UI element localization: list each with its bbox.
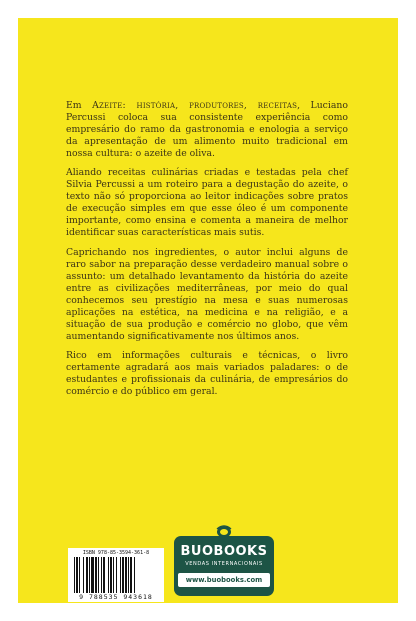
- barcode-bar: [116, 557, 117, 593]
- barcode-bar: [108, 557, 109, 593]
- blurb-p1-intro: Em: [66, 100, 93, 111]
- barcode-bar: [103, 557, 105, 593]
- barcode-bar: [83, 557, 84, 593]
- brand-url: www.buobooks.com: [178, 573, 270, 587]
- logo-badge: [174, 536, 274, 596]
- barcode-bar: [130, 557, 132, 593]
- book-back-cover: [18, 18, 398, 603]
- barcode-bar: [91, 557, 94, 593]
- isbn-digits: 9 788535 943618: [79, 593, 153, 601]
- blurb-text: [66, 100, 348, 405]
- brand-subtitle: VENDAS INTERNACIONAIS: [185, 561, 263, 567]
- barcode-bar: [128, 557, 129, 593]
- barcode-bar: [125, 557, 127, 593]
- barcode-bar: [134, 557, 135, 593]
- barcode-bars: [74, 557, 158, 593]
- barcode-bar: [98, 557, 99, 593]
- blurb-paragraph-1: [66, 100, 348, 160]
- book-title: Azeite: história, produtores, receitas: [92, 100, 298, 111]
- barcode-bar: [122, 557, 124, 593]
- buobooks-logo: [174, 524, 274, 603]
- blurb-paragraph-4: Rico em informações culturais e técnicas, o livro certamente agradará aos mais variados paladares: o de estudantes e profissionais da culinária, de empresários do comércio e do público em geral.: [66, 349, 348, 398]
- barcode-bar: [86, 557, 88, 593]
- barcode-bar: [79, 557, 80, 593]
- blurb-paragraph-2: Aliando receitas culinárias criadas e testadas pela chef Silvia Percussi a um roteiro para a degustação do azeite, o texto não só proporciona ao leitor indicações sobre pratos de execução simples em que esse óleo é um componente importante, como ensina e comenta a maneira de melhor identificar suas características mais sutis.: [66, 167, 348, 239]
- blurb-p1-rest: , Luciano Percussi coloca sua consistente experiência como empresário do ramo da gastronomia e enologia a serviço da apresentação de um alimento muito tradicional em nossa cultura: o azeite de oliva.: [66, 100, 348, 160]
- blurb-paragraph-3: Caprichando nos ingredientes, o autor inclui alguns de raro sabor na preparação desse verdadeiro manual sobre o assunto: um detalhado levantamento da história do azeite entre as civilizações mediterrâneas, por meio do qual conhecemos seu prestígio na mesa e suas numerosas aplicações na estética, na medicina e na religião, e a situação de sua produção e comércio no globo, que vêm aumentando significativamente nos últimos anos.: [66, 246, 348, 342]
- barcode-bar: [74, 557, 75, 593]
- barcode-bar: [101, 557, 102, 593]
- barcode-bar: [110, 557, 112, 593]
- barcode-bar: [113, 557, 114, 593]
- barcode-bar: [120, 557, 121, 593]
- brand-name: BUOBOOKS: [180, 544, 268, 559]
- barcode-bar: [89, 557, 90, 593]
- isbn-label: ISBN 978-85-3594-361-8: [82, 550, 150, 556]
- barcode-bar: [95, 557, 97, 593]
- barcode-bar: [76, 557, 78, 593]
- isbn-barcode: [68, 548, 164, 602]
